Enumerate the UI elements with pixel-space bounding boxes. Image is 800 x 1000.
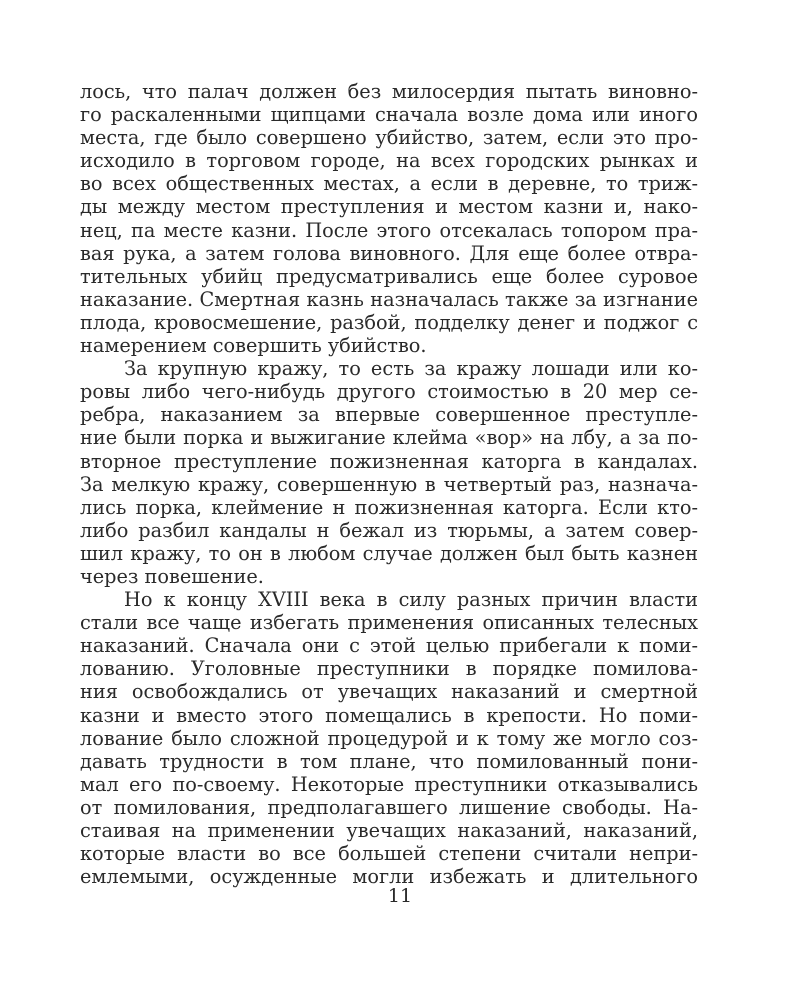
text-line: ды между местом преступления и местом казни и, нако- (80, 195, 698, 219)
text-line: лось, что палач должен без милосердия пытать виновно- (80, 80, 698, 103)
text-line: нец, па месте казни. После этого отсекалась топором пра- (80, 218, 698, 242)
text-line: вая рука, а затем голова виновного. Для еще более отвра- (80, 241, 698, 265)
text-line: наказаний. Сначала они с этой целью прибегали к поми- (80, 634, 698, 658)
text-line: плода, кровосмешение, разбой, подделку денег и поджог с (80, 310, 698, 334)
text-line: За крупную кражу, то есть за кражу лошади или ко- (124, 357, 698, 381)
text-line: стаивая на применении увечащих наказаний, наказаний, (80, 819, 698, 842)
page-number: 11 (387, 885, 413, 907)
body-text (80, 80, 698, 888)
text-line: ребра, наказанием за впервые совершенное преступле- (80, 403, 698, 427)
text-line: от помилования, предполагавшего лишение свободы. На- (80, 795, 698, 819)
text-line: мал его по-своему. Некоторые преступники отказывались (80, 772, 698, 796)
text-line: во всех общественных местах, а если в деревне, то триж- (80, 172, 698, 196)
text-line: места, где было совершено убийство, затем, если это про- (80, 126, 698, 150)
paragraph (80, 80, 698, 357)
text-line: ния освобождались от увечащих наказаний и смертной (80, 680, 698, 704)
text-line: го раскаленными щипцами сначала возле дома или иного (80, 103, 698, 127)
text-line: либо разбил кандалы н бежал из тюрьмы, а затем совер- (80, 518, 698, 542)
text-line: лись порка, клеймение н пожизненная каторга. Если кто- (80, 495, 698, 519)
paragraph (80, 588, 698, 888)
text-line: лованию. Уголовные преступники в порядке помилова- (80, 657, 698, 681)
text-line: давать трудности в том плане, что помилованный пони- (80, 749, 698, 773)
text-line: Но к концу XVIII века в силу разных причин власти (124, 588, 698, 612)
text-line: тительных убийц предусматривались еще более суровое (80, 264, 698, 288)
text-line: наказание. Смертная казнь назначалась также за изгнание (80, 287, 698, 311)
text-line: ние были порка и выжигание клейма «вор» на лбу, а за по- (80, 426, 698, 450)
text-line: исходило в торговом городе, на всех городских рынках и (80, 149, 698, 173)
text-line: шил кражу, то он в любом случае должен был быть казнен (80, 541, 698, 565)
text-line: намерением совершить убийство. (80, 334, 427, 358)
text-line: через повешение. (80, 564, 264, 588)
text-line: стали все чаще избегать применения описанных телесных (80, 611, 698, 635)
text-line: лование было сложной процедурой и к тому же могло соз- (80, 726, 698, 750)
paragraph (80, 357, 698, 588)
text-line: емлемыми, осужденные могли избежать и длительного (80, 865, 698, 889)
text-line: ровы либо чего-нибудь другого стоимостью в 20 мер се- (80, 380, 698, 404)
text-line: которые власти во все большей степени считали непри- (80, 842, 698, 866)
text-line: казни и вместо этого помещались в крепости. Но поми- (80, 703, 698, 727)
text-line: вторное преступление пожизненная каторга в кандалах. (80, 449, 698, 473)
text-line: За мелкую кражу, совершенную в четвертый раз, назнача- (80, 472, 698, 496)
